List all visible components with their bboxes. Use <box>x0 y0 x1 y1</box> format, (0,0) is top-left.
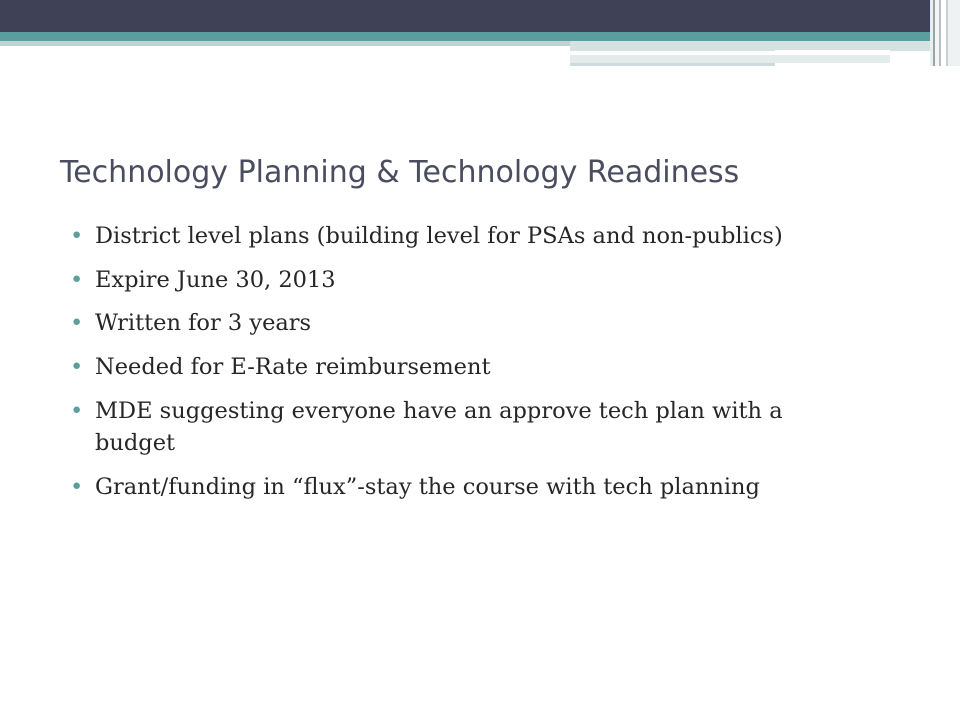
list-item <box>70 351 840 384</box>
list-item <box>70 307 840 340</box>
header-band-light <box>570 55 890 63</box>
list-item-text: MDE suggesting everyone have an approve tech plan with a budget <box>95 397 783 457</box>
list-item <box>70 471 840 504</box>
header-edge-stripes <box>930 0 960 66</box>
header-divider <box>775 50 890 53</box>
header-band-light <box>570 63 775 66</box>
bullet-list <box>70 220 840 514</box>
bullet-icon: • <box>70 473 84 500</box>
bullet-icon: • <box>70 266 84 293</box>
bullet-icon: • <box>70 397 84 424</box>
bullet-icon: • <box>70 223 84 249</box>
list-item-text: Grant/funding in “flux”-stay the course with tech planning <box>95 473 760 500</box>
list-item <box>70 264 840 297</box>
list-item <box>70 395 840 460</box>
header-band-teal <box>0 32 960 41</box>
slide-title: Technology Planning & Technology Readiness <box>60 155 740 190</box>
list-item-text: District level plans (building level for PSAs and non-publics) <box>95 223 783 249</box>
list-item-text: Expire June 30, 2013 <box>95 266 336 293</box>
header-band-dark <box>0 0 960 32</box>
bullet-icon: • <box>70 310 84 337</box>
list-item <box>70 220 840 253</box>
bullet-icon: • <box>70 353 84 380</box>
header-band-light <box>570 41 960 51</box>
list-item-text: Written for 3 years <box>95 310 312 337</box>
list-item-text: Needed for E-Rate reimbursement <box>95 353 491 380</box>
header-band-light <box>0 41 570 46</box>
